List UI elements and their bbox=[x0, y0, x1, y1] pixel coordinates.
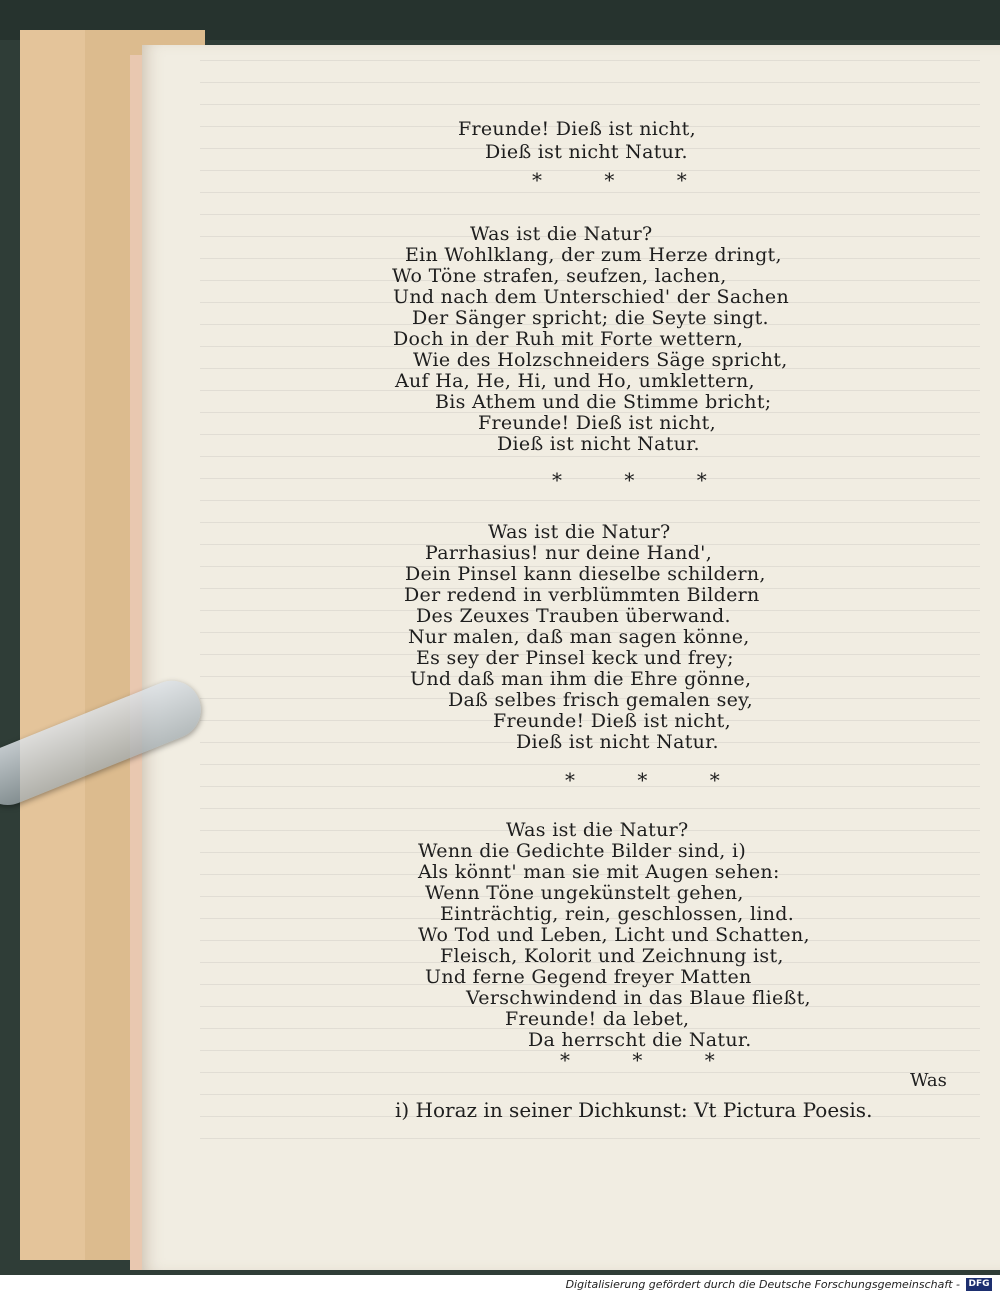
poem-line: Der redend in verblümmten Bildern bbox=[404, 584, 760, 606]
poem-line: Dein Pinsel kann dieselbe schildern, bbox=[405, 563, 766, 585]
funding-notice: Digitalisierung gefördert durch die Deutsche Forschungsgemeinschaft - bbox=[565, 1278, 960, 1291]
poem-line: Dieß ist nicht Natur. bbox=[497, 433, 700, 455]
section-asterisks: * * * bbox=[565, 768, 748, 792]
poem-line: Des Zeuxes Trauben überwand. bbox=[416, 605, 731, 627]
section-asterisks: * * * bbox=[532, 168, 715, 192]
catchword: Was bbox=[910, 1070, 947, 1091]
dfg-logo-icon: DFG bbox=[966, 1278, 992, 1291]
poem-line: Wenn Töne ungekünstelt gehen, bbox=[425, 882, 744, 904]
poem-line: Da herrscht die Natur. bbox=[528, 1029, 752, 1051]
poem-line: Was ist die Natur? bbox=[470, 223, 653, 245]
poem-line: Daß selbes frisch gemalen sey, bbox=[448, 689, 754, 711]
poem-line: Dieß ist nicht Natur. bbox=[516, 731, 719, 753]
poem-line: Fleisch, Kolorit und Zeichnung ist, bbox=[440, 945, 784, 967]
poem-line: Und nach dem Unterschied' der Sachen bbox=[393, 286, 790, 308]
section-asterisks: * * * bbox=[552, 468, 735, 492]
poem-line: Freunde! Dieß ist nicht, bbox=[478, 412, 716, 434]
poem-line: Was ist die Natur? bbox=[488, 521, 671, 543]
poem-line: Als könnt' man sie mit Augen sehen: bbox=[418, 861, 780, 883]
poem-line: Wie des Holzschneiders Säge spricht, bbox=[413, 349, 788, 371]
poem-line: Freunde! da lebet, bbox=[505, 1008, 690, 1030]
poem-line: Dieß ist nicht Natur. bbox=[485, 141, 688, 163]
poem-line: Parrhasius! nur deine Hand', bbox=[425, 542, 713, 564]
poem-line: Auf Ha, He, Hi, und Ho, umklettern, bbox=[395, 370, 755, 392]
poem-line: Verschwindend in das Blaue fließt, bbox=[466, 987, 811, 1009]
poem-line: Was ist die Natur? bbox=[506, 819, 689, 841]
poem-line: Wo Tod und Leben, Licht und Schatten, bbox=[418, 924, 810, 946]
poem-line: Einträchtig, rein, geschlossen, lind. bbox=[440, 903, 795, 925]
poem-line: Nur malen, daß man sagen könne, bbox=[408, 626, 750, 648]
poem-line: Es sey der Pinsel keck und frey; bbox=[416, 647, 734, 669]
poem-line: Wenn die Gedichte Bilder sind, i) bbox=[418, 840, 747, 862]
section-asterisks: * * * bbox=[560, 1048, 743, 1072]
poem-line: Ein Wohlklang, der zum Herze dringt, bbox=[405, 244, 782, 266]
poem-line: Wo Töne strafen, seufzen, lachen, bbox=[392, 265, 727, 287]
poem-line: Freunde! Dieß ist nicht, bbox=[458, 118, 696, 140]
poem-line: Der Sänger spricht; die Seyte singt. bbox=[412, 307, 769, 329]
poem-line: Doch in der Ruh mit Forte wettern, bbox=[393, 328, 744, 350]
poem-line: Freunde! Dieß ist nicht, bbox=[493, 710, 731, 732]
poem-line: Bis Athem und die Stimme bricht; bbox=[435, 391, 772, 413]
footnote: i) Horaz in seiner Dichkunst: Vt Pictura Poesis. bbox=[395, 1098, 873, 1122]
poem-line: Und ferne Gegend freyer Matten bbox=[425, 966, 752, 988]
poem-line: Und daß man ihm die Ehre gönne, bbox=[410, 668, 752, 690]
